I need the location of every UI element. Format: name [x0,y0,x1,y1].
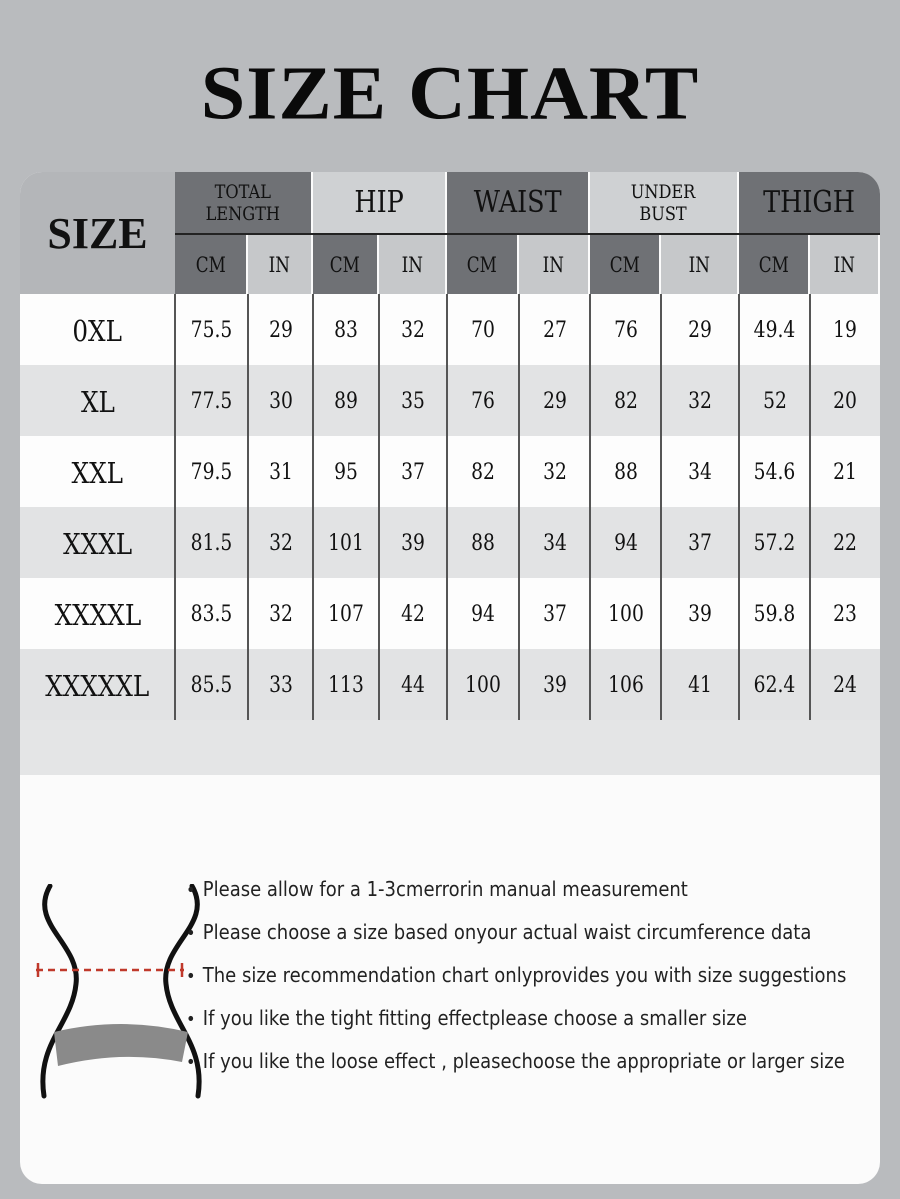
column-divider [312,294,314,720]
value-cell-text: 81.5 [190,531,233,556]
column-divider [738,294,740,720]
value-cell-text: 85.5 [190,673,233,698]
value-cell [175,365,248,438]
value-cell-text: 32 [542,460,567,485]
value-cell-text: 59.8 [753,602,796,627]
value-cell-text: 39 [401,531,425,556]
value-cell [661,578,739,651]
size-cell [20,578,175,651]
value-cell [313,649,379,722]
value-cell-text: 79.5 [190,460,233,485]
unit-header-text: IN [688,252,710,277]
value-cell [810,578,880,651]
value-cell-text: 35 [401,389,425,414]
value-cell-text: 100 [465,673,501,698]
value-cell [590,649,661,722]
value-cell-text: 57.2 [753,531,796,556]
size-cell-text: XXXXXL [45,668,150,703]
value-cell-text: 34 [688,460,712,485]
value-cell-text: 75.5 [190,318,233,343]
value-cell-text: 95 [334,460,358,485]
value-cell [519,436,590,509]
group-header [739,172,880,233]
note-item: • If you like the loose effect , pleasechoose the appropriate or larger size [186,1040,816,1083]
value-cell-text: 49.4 [753,318,796,343]
value-cell-text: 101 [328,531,364,556]
unit-header [519,235,588,294]
unit-header [379,235,445,294]
value-cell-text: 22 [833,531,857,556]
value-cell [175,649,248,722]
size-cell-text: XXL [71,455,124,490]
value-cell [810,436,880,509]
value-cell [313,365,379,438]
value-cell-text: 62.4 [753,673,796,698]
value-cell-text: 41 [688,673,712,698]
column-divider [446,294,448,720]
value-cell-text: 100 [607,602,644,627]
value-cell-text: 32 [401,318,425,343]
value-cell-text: 89 [334,389,358,414]
value-cell [739,507,810,580]
page-title: SIZE CHART [200,52,700,136]
value-cell-text: 33 [268,673,293,698]
value-cell-text: 29 [268,318,293,343]
value-cell [379,294,447,367]
value-cell-text: 19 [833,318,857,343]
value-cell [447,649,519,722]
group-header-label: TOTAL LENGTH [205,180,281,225]
size-cell [20,507,175,580]
value-cell-text: 83.5 [190,602,233,627]
unit-header-text: CM [466,252,498,277]
group-header [447,172,588,233]
value-cell [519,294,590,367]
value-cell [519,649,590,722]
value-cell-text: 31 [268,460,293,485]
value-cell-text: 37 [542,602,567,627]
value-cell [519,507,590,580]
column-divider [589,294,591,720]
table-row [20,649,880,722]
unit-header-text: IN [833,252,855,277]
value-cell-text: 83 [334,318,358,343]
table-row [20,436,880,509]
value-cell [661,507,739,580]
value-cell-text: 94 [471,602,495,627]
value-cell [313,436,379,509]
value-cell [379,578,447,651]
value-cell [447,578,519,651]
measurement-notes [186,868,886,1083]
value-cell-text: 88 [471,531,495,556]
value-cell-text: 27 [542,318,567,343]
value-cell [810,507,880,580]
value-cell-text: 39 [688,602,712,627]
size-cell [20,649,175,722]
group-header-label: HIP [354,184,404,220]
note-item: • The size recommendation chart onlyprovides you with size suggestions [186,954,816,997]
value-cell-text: 32 [268,531,293,556]
column-divider [378,294,380,720]
note-item: • Please choose a size based onyour actual waist circumference data [186,911,816,954]
value-cell-text: 24 [833,673,857,698]
group-header [175,172,311,233]
size-column-header: SIZE [20,172,175,294]
table-row [20,578,880,651]
value-cell [248,436,313,509]
size-cell [20,294,175,367]
value-cell [175,578,248,651]
size-cell-text: XL [80,384,115,419]
value-cell [248,294,313,367]
unit-header [313,235,377,294]
group-header [313,172,445,233]
value-cell-text: 21 [833,460,857,485]
value-cell-text: 20 [833,389,857,414]
value-cell [810,294,880,367]
group-header [590,172,737,233]
value-cell [447,436,519,509]
value-cell-text: 39 [542,673,567,698]
size-cell [20,365,175,438]
value-cell [313,294,379,367]
size-cell [20,436,175,509]
table-row [20,365,880,438]
unit-header-text: IN [401,252,423,277]
unit-header-text: IN [268,252,291,277]
size-cell-text: 0XL [72,313,123,348]
column-divider [809,294,811,720]
value-cell-text: 44 [401,673,425,698]
value-cell [590,365,661,438]
value-cell-text: 94 [613,531,638,556]
value-cell-text: 77.5 [190,389,233,414]
unit-header [590,235,659,294]
unit-header-text: CM [195,252,226,277]
value-cell-text: 32 [268,602,293,627]
value-cell [379,365,447,438]
value-cell [248,578,313,651]
column-divider [518,294,520,720]
value-cell [175,436,248,509]
size-cell-text: XXXL [62,526,133,561]
value-cell [739,578,810,651]
value-cell [248,365,313,438]
value-cell [379,649,447,722]
value-cell [447,365,519,438]
value-cell [739,365,810,438]
value-cell-text: 88 [613,460,638,485]
unit-header [810,235,878,294]
value-cell [590,436,661,509]
group-header-label: THIGH [763,184,856,220]
value-cell-text: 42 [401,602,425,627]
value-cell-text: 82 [471,460,495,485]
value-cell-text: 37 [401,460,425,485]
value-cell [590,578,661,651]
value-cell [248,507,313,580]
value-cell-text: 52 [762,389,787,414]
value-cell [175,294,248,367]
value-cell [590,294,661,367]
group-header-label: WAIST [473,184,562,220]
value-cell [519,578,590,651]
header-divider [175,233,880,235]
unit-header-text: CM [329,252,361,277]
value-cell [661,649,739,722]
value-cell-text: 37 [688,531,712,556]
value-cell [248,649,313,722]
value-cell [447,507,519,580]
spacer-band [20,720,880,775]
value-cell [661,365,739,438]
value-cell-text: 29 [542,389,567,414]
note-item: • Please allow for a 1-3cmerrorin manual measurement [186,868,816,911]
unit-header-text: IN [542,252,565,277]
group-header-label: UNDER BUST [631,180,696,225]
value-cell-text: 107 [328,602,364,627]
column-divider [660,294,662,720]
unit-header-text: CM [758,252,789,277]
column-divider [247,294,249,720]
value-cell [739,294,810,367]
value-cell [661,436,739,509]
value-cell [590,507,661,580]
value-cell [379,436,447,509]
note-item: • If you like the tight fitting effectplease choose a smaller size [186,997,816,1040]
value-cell [739,649,810,722]
value-cell [313,507,379,580]
table-row [20,507,880,580]
value-cell [661,294,739,367]
value-cell-text: 113 [328,673,364,698]
value-cell-text: 23 [833,602,857,627]
value-cell-text: 82 [613,389,638,414]
value-cell [810,365,880,438]
value-cell-text: 70 [471,318,495,343]
unit-header [661,235,737,294]
unit-header-text: CM [609,252,640,277]
value-cell-text: 32 [688,389,712,414]
value-cell [447,294,519,367]
unit-header [447,235,517,294]
unit-header [739,235,808,294]
waist-measurement-icon [36,884,206,1099]
value-cell [519,365,590,438]
value-cell-text: 76 [471,389,495,414]
unit-header [175,235,246,294]
value-cell-text: 34 [542,531,567,556]
value-cell-text: 30 [268,389,293,414]
unit-header [248,235,311,294]
value-cell [739,436,810,509]
column-divider [174,294,176,720]
value-cell-text: 29 [688,318,712,343]
value-cell-text: 76 [613,318,638,343]
table-row [20,294,880,367]
size-cell-text: XXXXL [54,597,141,632]
value-cell-text: 106 [607,673,644,698]
value-cell-text: 54.6 [753,460,796,485]
value-cell [379,507,447,580]
value-cell [175,507,248,580]
value-cell [313,578,379,651]
value-cell [810,649,880,722]
